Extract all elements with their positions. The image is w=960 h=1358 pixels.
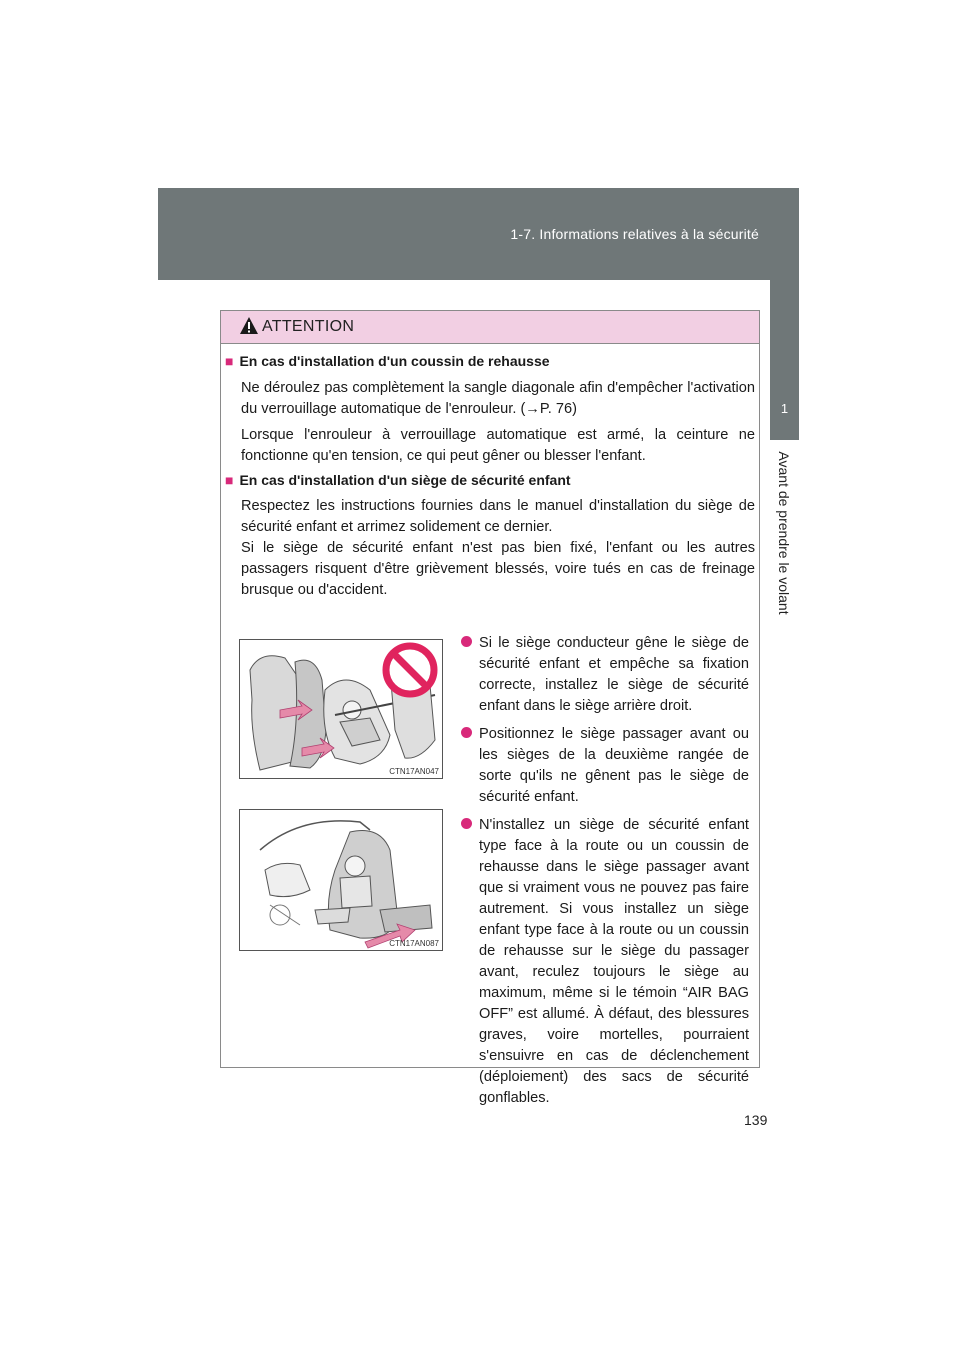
warning-title: ATTENTION: [262, 318, 355, 335]
chapter-tab: [770, 188, 799, 440]
square-marker-icon: ■: [225, 472, 234, 488]
square-marker-icon: ■: [225, 353, 234, 369]
bullet-list: [461, 633, 749, 1116]
chapter-side-label: Avant de prendre le volant: [776, 451, 792, 615]
figure-front-passenger-seat: [239, 809, 443, 951]
warning-content: [221, 343, 759, 1106]
paragraph: Respectez les instructions fournies dans le manuel d'installation du siège de sécurité enfant et arrimez solidement ce dernier.: [241, 498, 755, 535]
page-number: 139: [744, 1112, 768, 1128]
figure-driver-seat-interference: [239, 639, 443, 779]
illustration-front-seat: [240, 810, 442, 950]
chapter-number: 1: [780, 401, 789, 416]
paragraph: Lorsque l'enrouleur à verrouillage automatique est armé, la ceinture ne fonctionne qu'en tension, ce qui peut gêner ou blesser l'enfant.: [241, 427, 755, 464]
figure-code: CTN17AN087: [389, 939, 439, 948]
warning-header: [221, 311, 759, 344]
illustration-driver-seat: [240, 640, 442, 778]
section-heading-child-seat: ■ En cas d'installation d'un siège de sécurité enfant: [225, 472, 571, 488]
bullet-dot-icon: [461, 727, 472, 738]
paragraph: Ne déroulez pas complètement la sangle diagonale afin d'empêcher l'activation du verrouillage automatique de l'enrouleur. (→P. 76): [241, 380, 755, 417]
list-item: Si le siège conducteur gêne le siège de sécurité enfant et empêche sa fixation correcte, installez le siège de sécurité enfant dans le siège arrière droit.: [461, 633, 749, 717]
prohibition-icon: [386, 646, 434, 694]
paragraph: Si le siège de sécurité enfant n'est pas bien fixé, l'enfant ou les autres passagers risquent d'être grièvement blessés, voire tués en cas de freinage brusque ou d'accident.: [241, 540, 755, 598]
list-item: Positionnez le siège passager avant ou les sièges de la deuxième rangée de sorte qu'ils ne gênent pas le siège de sécurité enfant.: [461, 724, 749, 808]
warning-box: [220, 310, 760, 1106]
warning-triangle-icon: [239, 316, 259, 336]
list-item: N'installez un siège de sécurité enfant type face à la route ou un coussin de rehausse dans le siège passager avant que si vraiment vous ne pouvez pas faire autrement. Si vous installez un siège enfant type face à la route ou un coussin de rehausse sur le siège du passager avant, reculez toujours le siège au maximum, même si le témoin “AIR BAG OFF” est allumé. À défaut, des blessures graves, voire mortelles, pourraient s'ensuivre en cas de déclenchement (déploiement) des sacs de sécurité gonflables.: [461, 815, 749, 1109]
figure-code: CTN17AN047: [389, 767, 439, 776]
section-header-band: [158, 188, 799, 280]
bullet-dot-icon: [461, 818, 472, 829]
section-title: 1-7. Informations relatives à la sécurité: [510, 226, 759, 242]
bullet-dot-icon: [461, 636, 472, 647]
section-heading-booster: ■ En cas d'installation d'un coussin de rehausse: [225, 353, 550, 369]
